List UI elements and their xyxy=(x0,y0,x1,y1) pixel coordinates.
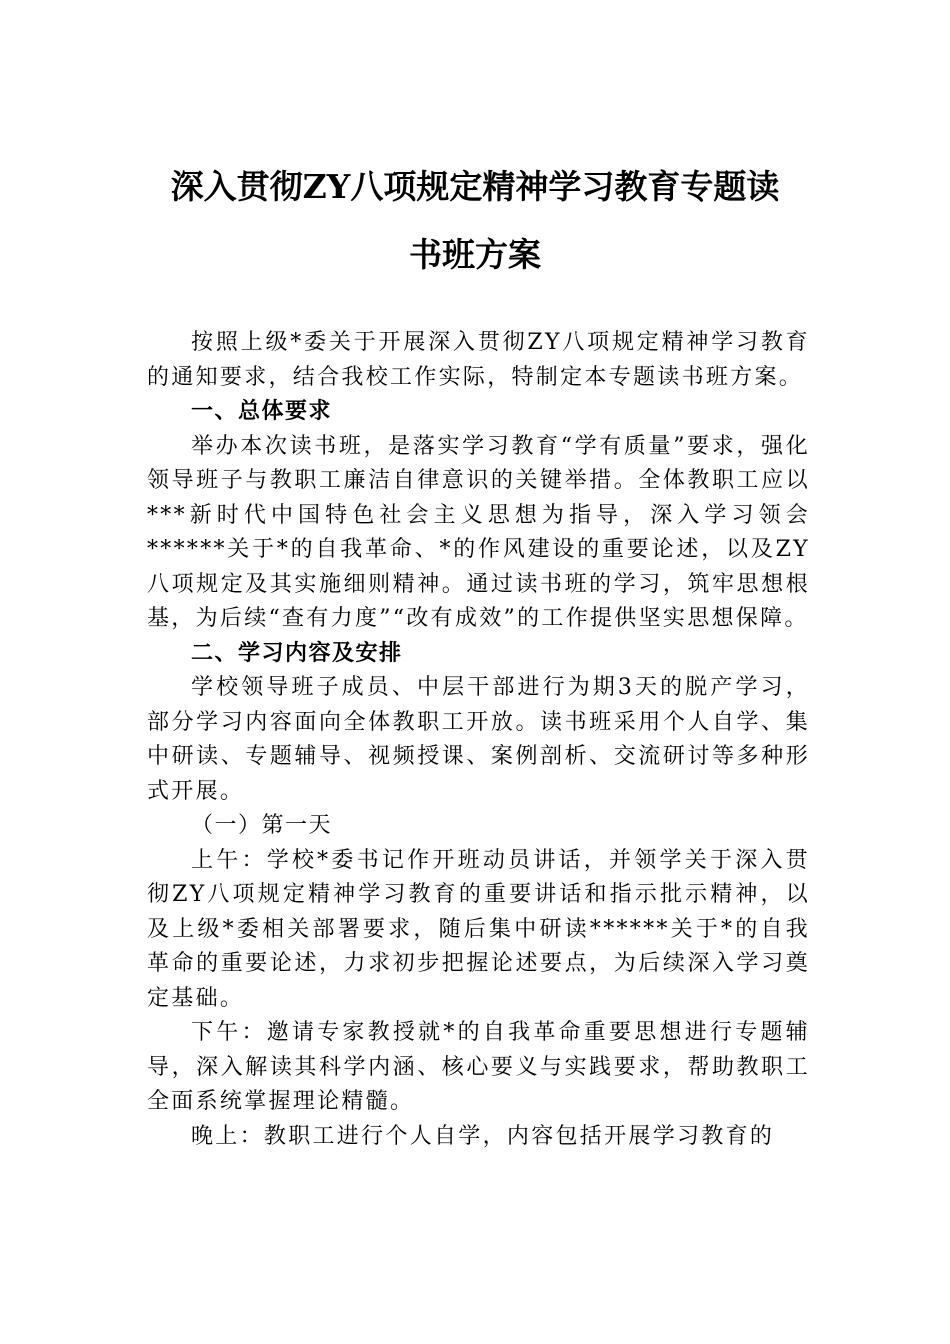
paragraph-content-arrangement: 学校领导班子成员、中层干部进行为期3天的脱产学习，部分学习内容面向全体教职工开放。读书班采用个人自学、集中研读、专题辅导、视频授课、案例剖析、交流研讨等多种形式开展。 xyxy=(147,675,810,804)
paragraph-general-requirements: 举办本次读书班，是落实学习教育“学有质量”要求，强化领导班子与教职工廉洁自律意识的关键举措。全体教职工应以***新时代中国特色社会主义思想为指导，深入学习领会******关于*的自我革命、*的作风建设的重要论述，以及ZY八项规定及其实施细则精神。通过读书班的学习，筑牢思想根基，为后续“查有力度”“改有成效”的工作提供坚实思想保障。 xyxy=(147,433,810,631)
document-title-line-1: 深入贯彻ZY八项规定精神学习教育专题读 xyxy=(170,167,780,206)
document-title-line-2: 书班方案 xyxy=(409,235,541,274)
document-body xyxy=(147,326,810,1154)
section-heading-1: 一、总体要求 xyxy=(191,399,333,424)
paragraph-afternoon: 下午：邀请专家教授就*的自我革命重要思想进行专题辅导，深入解读其科学内涵、核心要义与实践要求，帮助教职工全面系统掌握理论精髓。 xyxy=(147,1020,810,1114)
paragraph-morning: 上午：学校*委书记作开班动员讲话，并领学关于深入贯彻ZY八项规定精神学习教育的重要讲话和指示批示精神，以及上级*委相关部署要求，随后集中研读******关于*的自我革命的重要论述，力求初步把握论述要点，为后续深入学习奠定基础。 xyxy=(147,847,810,1011)
subsection-day-one: （一）第一天 xyxy=(191,813,333,838)
paragraph-evening: 晚上：教职工进行个人自学，内容包括开展学习教育的 xyxy=(191,1123,775,1149)
intro-paragraph: 按照上级*委关于开展深入贯彻ZY八项规定精神学习教育的通知要求，结合我校工作实际，特制定本专题读书班方案。 xyxy=(147,330,810,390)
section-heading-2: 二、学习内容及安排 xyxy=(191,640,403,666)
